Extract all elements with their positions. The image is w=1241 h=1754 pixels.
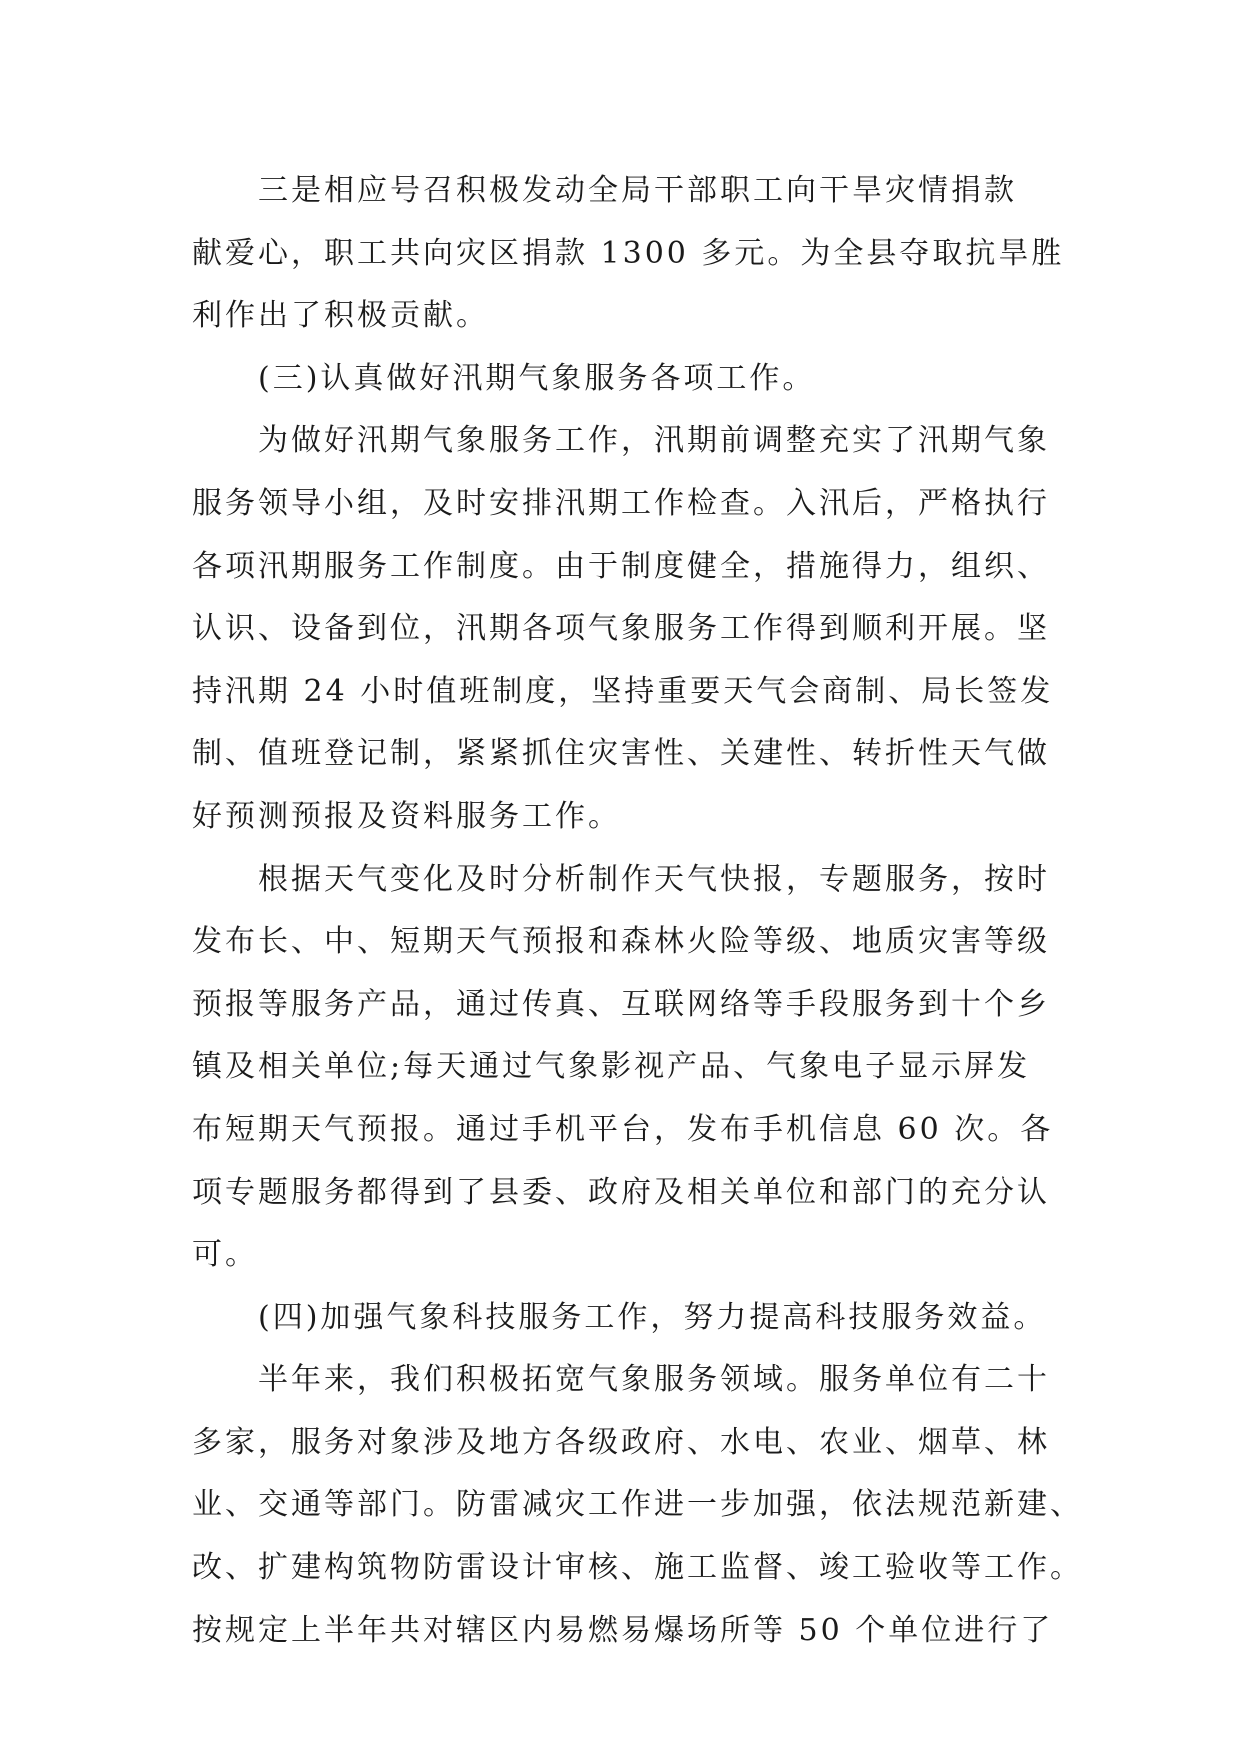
paragraph-line: 半年来，我们积极拓宽气象服务领域。服务单位有二十 <box>258 1362 1050 1398</box>
paragraph-line: 业、交通等部门。防雷减灾工作进一步加强，依法规范新建、 <box>192 1487 1083 1523</box>
paragraph-line: 为做好汛期气象服务工作，汛期前调整充实了汛期气象 <box>258 423 1050 459</box>
paragraph-line: 制、值班登记制，紧紧抓住灾害性、关建性、转折性天气做 <box>192 736 1050 772</box>
section-heading: (三)认真做好汛期气象服务各项工作。 <box>258 360 816 396</box>
paragraph-line: 项专题服务都得到了县委、政府及相关单位和部门的充分认 <box>192 1174 1050 1210</box>
paragraph-line: 好预测预报及资料服务工作。 <box>192 798 621 834</box>
paragraph-line: 三是相应号召积极发动全局干部职工向干旱灾情捐款 <box>258 173 1017 208</box>
paragraph-line: 镇及相关单位;每天通过气象影视产品、气象电子显示屏发 <box>192 1049 1031 1085</box>
paragraph-line: 按规定上半年共对辖区内易燃易爆场所等 50 个单位进行了 <box>192 1612 1054 1648</box>
paragraph-line: 利作出了积极贡献。 <box>192 298 489 334</box>
paragraph-line: 各项汛期服务工作制度。由于制度健全，措施得力，组织、 <box>192 548 1050 584</box>
body-text <box>192 160 1083 1662</box>
paragraph-line: 持汛期 24 小时值班制度，坚持重要天气会商制、局长签发 <box>192 673 1054 709</box>
paragraph-line: 根据天气变化及时分析制作天气快报，专题服务，按时 <box>258 861 1050 897</box>
paragraph-line: 预报等服务产品，通过传真、互联网络等手段服务到十个乡 <box>192 986 1050 1022</box>
paragraph-line: 献爱心，职工共向灾区捐款 1300 多元。为全县夺取抗旱胜 <box>192 235 1065 271</box>
paragraph-line: 改、扩建构筑物防雷设计审核、施工监督、竣工验收等工作。 <box>192 1550 1083 1586</box>
paragraph-line: 多家，服务对象涉及地方各级政府、水电、农业、烟草、林 <box>192 1424 1050 1460</box>
paragraph-line: 布短期天气预报。通过手机平台，发布手机信息 60 次。各 <box>192 1111 1054 1147</box>
section-heading: (四)加强气象科技服务工作，努力提高科技服务效益。 <box>258 1299 1047 1335</box>
paragraph-line: 发布长、中、短期天气预报和森林火险等级、地质灾害等级 <box>192 924 1050 960</box>
paragraph-line: 可。 <box>192 1237 258 1273</box>
paragraph-line: 认识、设备到位，汛期各项气象服务工作得到顺利开展。坚 <box>192 611 1050 647</box>
paragraph-line: 服务领导小组，及时安排汛期工作检查。入汛后，严格执行 <box>192 485 1050 521</box>
